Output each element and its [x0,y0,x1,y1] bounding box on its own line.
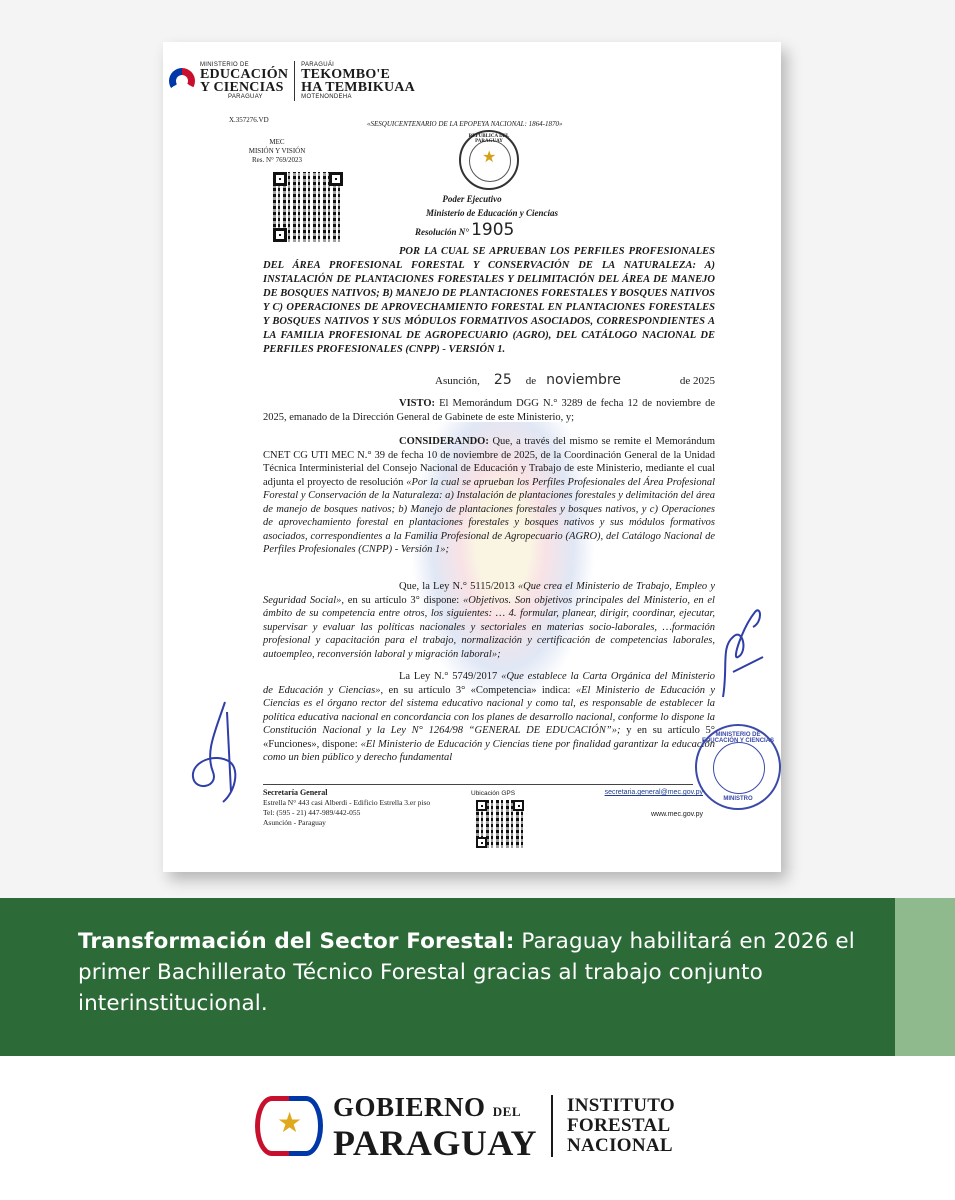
inf-line1: INSTITUTO [567,1095,675,1116]
gob-line2: PARAGUAY [333,1122,538,1163]
footer-rule [263,784,693,785]
visto-label: VISTO: [399,398,435,409]
mec-line1: MINISTERIO DE [200,62,249,68]
footer-web [573,788,703,820]
ley1-a: Que, la Ley N.° 5115/2013 [399,581,515,592]
inf-line3: NACIONAL [567,1135,673,1156]
footer-secretaria: Secretaría General [263,788,328,797]
visto-paragraph [263,397,715,424]
inf-line2: FORESTAL [567,1115,671,1136]
date-city: Asunción, [435,375,480,387]
ministry-stamp-icon [695,724,781,810]
reference-code: X.357276.VD [229,116,269,124]
mission-line1: MEC [269,138,285,146]
gps-qr-code-icon [476,800,524,848]
considerando-label: CONSIDERANDO: [399,436,489,447]
stamp-bottom-text: MINISTRO [723,796,753,802]
mec-gua-line2: TEKOMBO'E [301,67,391,82]
logo-separator [551,1095,553,1157]
ministry-line: Ministerio de Educación y Ciencias [425,208,558,218]
gobierno-logo [253,1090,675,1162]
mec-name-guarani [301,62,415,100]
ley1-d: «Objetivos. Son objetivos principales del Ministerio, en el ámbito de su competencia entre otros, los siguientes: … 4. formular, planear, dirigir, coordinar, ejecutar, supervisar y evaluar las políticas nacionales y sectoriales en materias socio-laborales, …formación profesional y capacitación para el trabajo, normalización y certificación de competencias laborales, autoempleo, reconversión laboral y migración laboral»; [263,594,715,660]
infona-wordmark [567,1096,675,1156]
footer-address: Estrella N° 443 casi Alberdi - Edificio Estrella 3.er piso [263,798,431,807]
mec-mission-block [247,138,307,165]
ley2-a: La Ley N.° 5749/2017 [399,671,498,682]
mec-line2: EDUCACIÓN [200,67,289,82]
resolution-line [415,220,514,240]
footer-phone: Tel: (595 - 21) 447-989/442-055 [263,808,361,817]
ley2-c: , en su artículo 3° «Competencia» indica: [380,684,571,696]
republic-seal-icon: REPÚBLICA DEL PARAGUAY ★ [459,130,519,190]
ley2-e: y en su artículo 5° «Funciones», dispone: [263,725,716,750]
mec-gua-line4: MOTENONDEHA [301,94,352,100]
ley-5115-paragraph [263,580,715,661]
mec-gua-line3: HA TEMBIKUAA [301,80,415,95]
considerando-quote: «Por la cual se aprueban los Perfiles Profesionales del Área Profesional Forestal y Conservación de la Naturaleza: a) Instalación de plantaciones forestales y delimitación del área de manejo de bosques nativos; b) Manejo de plantaciones forestales y bosques nativos, y c) Operaciones de aprovechamiento forestal en plantaciones forestales y bosques nativos y sus módulos formativos asociados, correspondientes a la Familia Profesional de Agropecuario (AGRO), del Catálogo Nacional de Perfiles Profesionales (CNPP) - Versión 1»; [263,476,716,555]
caption-side-accent [895,898,955,1056]
caption-text [78,926,878,1019]
footer-contact [263,788,430,828]
gob-del: DEL [492,1103,522,1119]
laurel-star-icon: ★ [253,1090,325,1162]
stamp-top-text: MINISTERIO DE EDUCACIÓN Y CIENCIAS [701,732,775,744]
flag-seal-icon [169,68,195,94]
gps-label: Ubicación GPS [471,790,516,797]
mec-line4: PARAGUAY [228,94,263,100]
mission-line2: MISIÓN Y VISIÓN [248,147,306,155]
mec-separator [294,61,295,101]
date-day: 25 [493,372,512,388]
ley2-b: «Que establece la Carta Orgánica del Ministerio de Educación y Ciencias» [263,671,715,696]
mec-name-spanish [200,62,288,100]
considerando-text: Que, a través del mismo se remite el Memorándum CNET CG UTI MEC N.° 39 de fecha 10 de noviembre de 2025, de la Coordinación General de la Unidad Técnica Interministerial del Consejo Nacional de Educación y Trabajo de este Ministerio, mediante el cual adjunta el proyecto de resolución [263,436,716,488]
footer-email[interactable]: secretaria.general@mec.gov.py [604,789,703,796]
ley1-c: , en su artículo 3° dispone: [341,594,460,606]
mission-line3: Res. N° 769/2023 [251,156,303,164]
gob-line1: GOBIERNO [333,1091,486,1122]
date-month: noviembre [546,372,621,388]
caption-bold: Transformación del Sector Forestal: [78,929,515,954]
resolution-label: Resolución N° [415,227,469,237]
date-line [435,372,715,388]
date-year: de 2025 [679,375,715,387]
resolution-title: POR LA CUAL SE APRUEBAN LOS PERFILES PROFESIONALES DEL ÁREA PROFESIONAL FORESTAL Y CONSERVACIÓN DE LA NATURALEZA: A) INSTALACIÓN DE PLANTACIONES FORESTALES Y DELIMITACIÓN DEL ÁREA DE MANEJO DE BOSQUES NATIVOS; B) MANEJO DE PLANTACIONES FORESTALES Y BOSQUES NATIVOS Y C) OPERACIONES DE APROVECHAMIENTO FORESTAL EN PLANTACIONES FORESTALES Y BOSQUES NATIVOS Y SUS MÓDULOS FORMATIVOS ASOCIADOS, CORRESPONDIENTES A LA FAMILIA PROFESIONAL DE AGROPECUARIO (AGRO), DEL CATÁLOGO NACIONAL DE PERFILES PROFESIONALES (CNPP) - VERSIÓN 1. [263,246,715,355]
considerando-paragraph [263,435,715,557]
mec-logo [169,61,415,101]
date-de: de [525,375,537,387]
signature-right-icon [703,597,773,707]
footer-website[interactable]: www.mec.gov.py [651,811,703,818]
seal-text: REPÚBLICA DEL PARAGUAY [468,134,510,144]
gobierno-wordmark [333,1091,538,1163]
motto: «SESQUICENTENARIO DE LA EPOPEYA NACIONAL: 1864-1870» [367,120,563,128]
mec-gua-line1: PARAGUÁI [301,62,335,68]
ley2-f: «El Ministerio de Educación y Ciencias tiene por finalidad garantizar la educación como un bien público y derecho fundamental [263,738,716,763]
mec-line3: Y CIENCIAS [200,80,284,95]
qr-code-icon [273,172,343,242]
signature-left-icon [185,692,255,812]
resolution-document [163,42,781,872]
ley-5749-paragraph [263,670,715,765]
ley2-d: «El Ministerio de Educación y Ciencias es el órgano rector del sistema educativo nacional y como tal, es responsable de establecer la política educativa nacional en concordancia con los planes de desarrollo nacional, conforme lo dispone la Constitución Nacional y la Ley N° 1264/98 “GENERAL DE EDUCACIÓN”»; [263,684,716,736]
visto-text: El Memorándum DGG N.° 3289 de fecha 12 de noviembre de 2025, emanado de la Dirección General de Gabinete de este Ministerio, y; [263,398,715,423]
poder-ejecutivo: Poder Ejecutivo [442,194,502,204]
footer-city: Asunción - Paraguay [263,818,326,827]
ley1-b: «Que crea el Ministerio de Trabajo, Empleo y Seguridad Social» [263,581,716,606]
caption-body: Paraguay habilitará en 2026 el primer Bachillerato Técnico Forestal gracias al trabajo conjunto interinstitucional. [78,929,855,1016]
resolution-number: 1905 [471,220,515,240]
